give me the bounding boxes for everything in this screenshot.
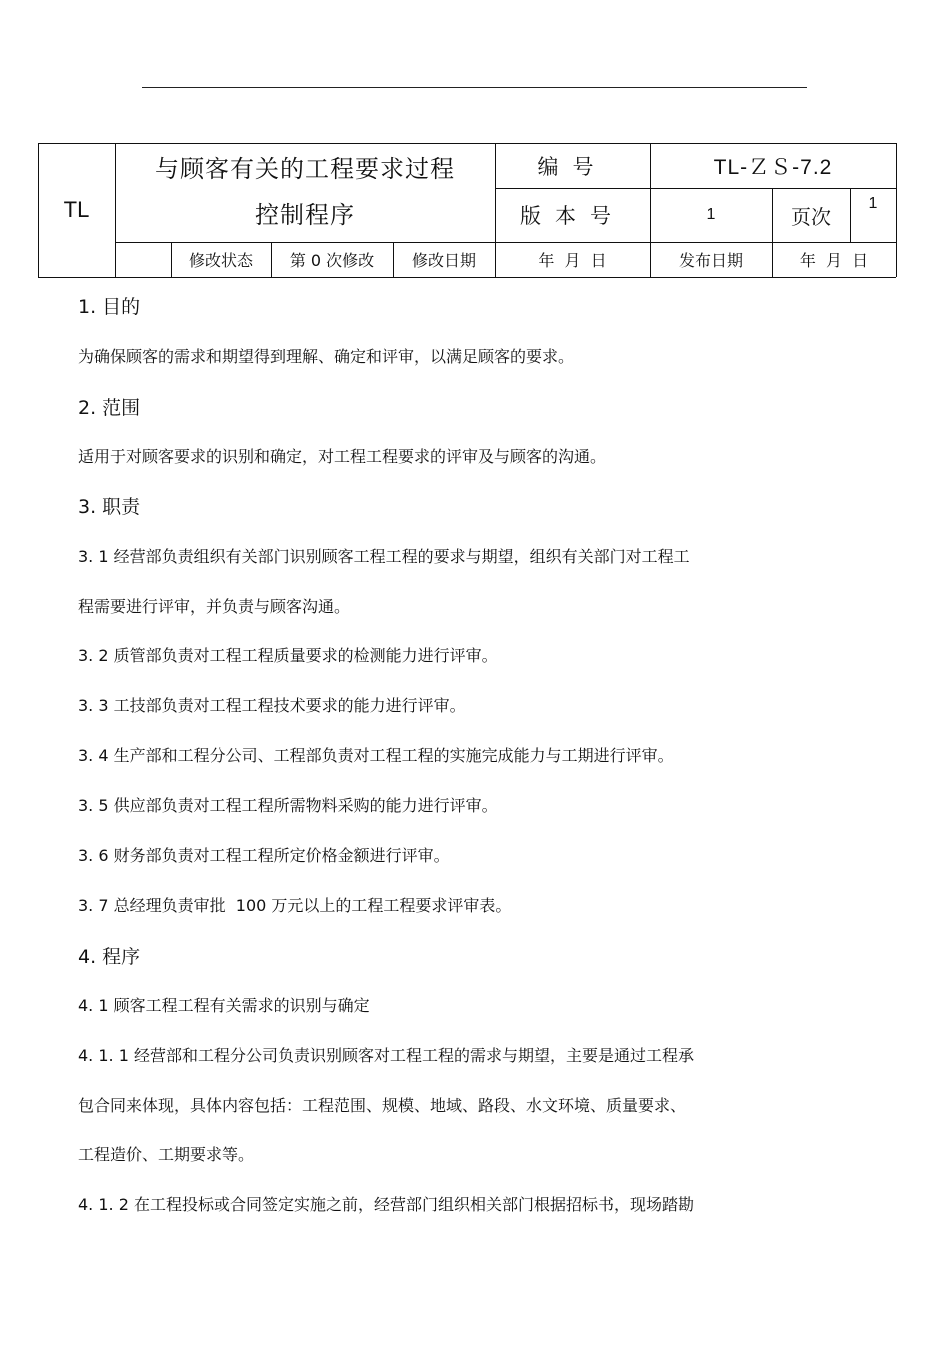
paragraph-3-5: 3. 5 供应部负责对工程工程所需物料采购的能力进行评审。 [78, 796, 498, 815]
revision-date-label: 修改日期 [411, 251, 476, 270]
document-title-line1: 与顾客有关的工程要求过程 [155, 155, 455, 183]
company-logo-text: TL [63, 197, 90, 222]
revision-status-label: 修改状态 [188, 251, 253, 270]
section-2-text: 适用于对顾客要求的识别和确定，对工程工程要求的评审及与顾客的沟通。 [78, 447, 607, 466]
section-1-text: 为确保顾客的需求和期望得到理解、确定和评审，以满足顾客的要求。 [78, 347, 575, 366]
page-value: 1 [868, 195, 878, 212]
section-3-heading: 3. 职责 [78, 496, 141, 518]
release-date-label: 发布日期 [678, 251, 743, 270]
paragraph-3-3: 3. 3 工技部负责对工程工程技术要求的能力进行评审。 [78, 696, 466, 715]
code-label: 编号 [537, 154, 608, 179]
release-date-value: 年 月 日 [799, 251, 869, 270]
document-title [115, 143, 495, 242]
paragraph-3-6: 3. 6 财务部负责对工程工程所定价格金额进行评审。 [78, 846, 450, 865]
paragraph-4-1-1-line2: 包合同来体现，具体内容包括：工程范围、规模、地域、路段、水文环境、质量要求、 [78, 1096, 687, 1115]
document-header-table [38, 143, 896, 277]
paragraph-3-1-line1: 3. 1 经营部负责组织有关部门识别顾客工程工程的要求与期望，组织有关部门对工程工 [78, 547, 690, 566]
version-value: 1 [706, 206, 716, 223]
paragraph-4-1: 4. 1 顾客工程工程有关需求的识别与确定 [78, 996, 370, 1015]
version-label: 版本号 [520, 204, 625, 228]
paragraph-3-7: 3. 7 总经理负责审批 100 万元以上的工程工程要求评审表。 [78, 896, 512, 915]
top-rule [142, 87, 807, 88]
section-2-heading: 2. 范围 [78, 397, 141, 419]
paragraph-4-1-1-line3: 工程造价、工期要求等。 [78, 1145, 255, 1164]
paragraph-3-2: 3. 2 质管部负责对工程工程质量要求的检测能力进行评审。 [78, 646, 498, 665]
revision-status-value: 第 0 次修改 [289, 251, 375, 270]
revision-date-value: 年 月 日 [538, 251, 607, 270]
paragraph-4-1-2-line1: 4. 1. 2 在工程投标或合同签定实施之前，经营部门组织相关部门根据招标书，现场踏勘 [78, 1195, 694, 1214]
paragraph-4-1-1-line1: 4. 1. 1 经营部和工程分公司负责识别顾客对工程工程的需求与期望，主要是通过工程承 [78, 1046, 694, 1065]
code-value: TL-ＺＳ-7.2 [713, 155, 833, 179]
document-title-line2: 控制程序 [255, 201, 355, 229]
section-1-heading: 1. 目的 [78, 296, 141, 318]
page-label: 页次 [791, 204, 831, 229]
section-4-heading: 4. 程序 [78, 946, 141, 968]
paragraph-3-1-line2: 程需要进行评审，并负责与顾客沟通。 [78, 597, 351, 616]
paragraph-3-4: 3. 4 生产部和工程分公司、工程部负责对工程工程的实施完成能力与工期进行评审。 [78, 746, 674, 765]
